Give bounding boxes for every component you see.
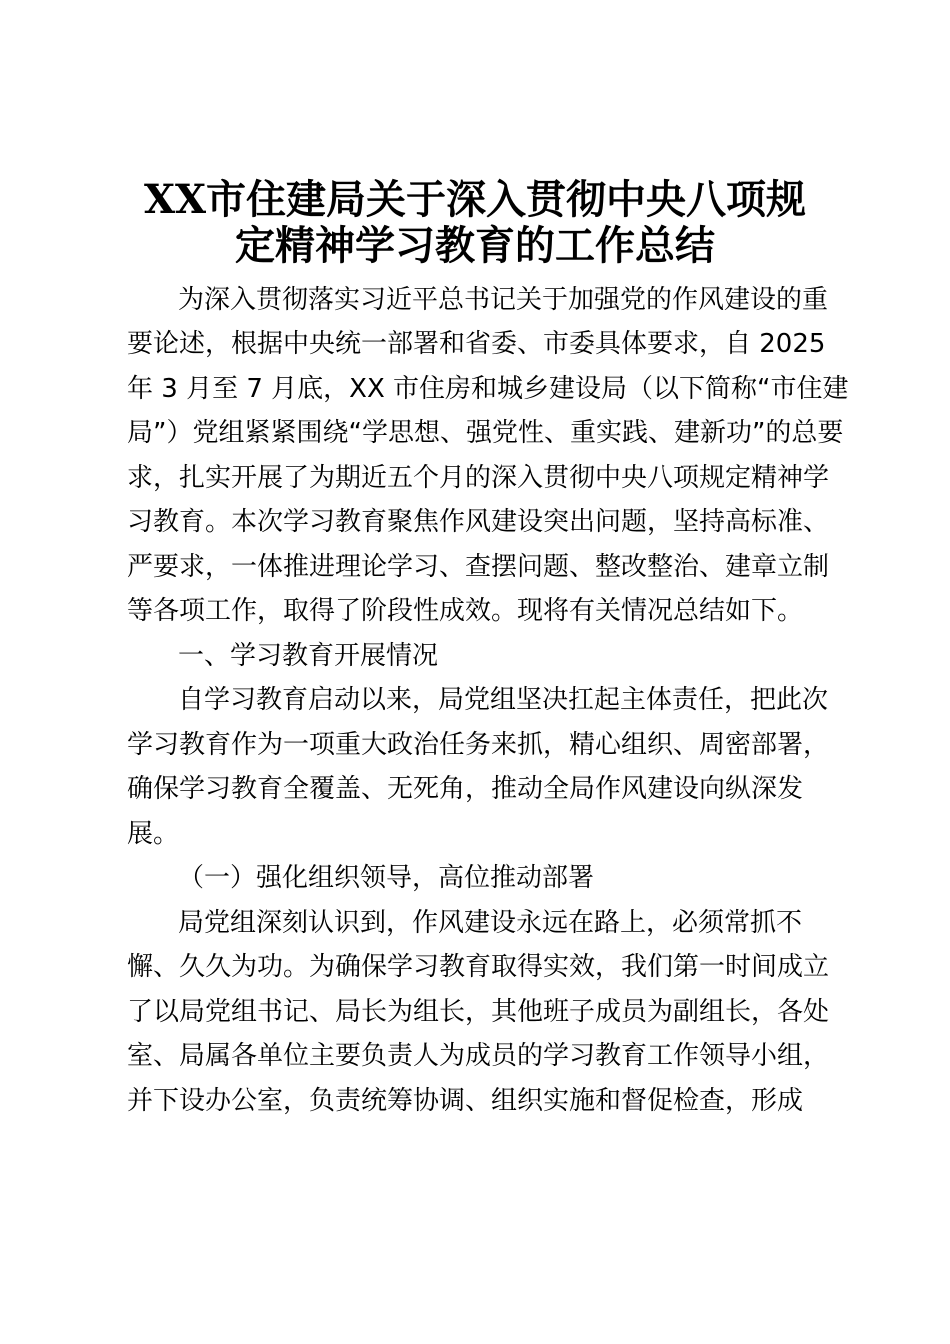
subsection-heading: （一）强化组织领导，高位推动部署	[178, 863, 595, 893]
body-line: 学习教育作为一项重大政治任务来抓，精心组织、周密部署，	[127, 730, 830, 760]
body-line: 展。	[127, 819, 180, 849]
body-line: 等各项工作，取得了阶段性成效。现将有关情况总结如下。	[127, 596, 804, 626]
body-line: 局党组深刻认识到，作风建设永远在路上，必须常抓不	[178, 908, 803, 938]
body-line: 严要求，一体推进理论学习、查摆问题、整改整治、建章立制	[127, 552, 830, 582]
document-title-line-2: 定精神学习教育的工作总结	[235, 222, 715, 269]
body-line: 自学习教育启动以来，局党组坚决扛起主体责任，把此次	[178, 685, 829, 715]
body-line: 并下设办公室，负责统筹协调、组织实施和督促检查，形成	[127, 1086, 804, 1116]
body-line: 室、局属各单位主要负责人为成员的学习教育工作领导小组，	[127, 1041, 830, 1071]
document-title-line-1: XX市住建局关于深入贯彻中央八项规	[143, 176, 807, 223]
body-line: 确保学习教育全覆盖、无死角，推动全局作风建设向纵深发	[127, 774, 804, 804]
section-heading: 一、学习教育开展情况	[178, 641, 439, 671]
body-line: 年 3 月至 7 月底，XX 市住房和城乡建设局（以下简称“市住建	[127, 374, 849, 404]
body-line: 局”）党组紧紧围绕“学思想、强党性、重实践、建新功”的总要	[127, 418, 844, 448]
body-line: 懈、久久为功。为确保学习教育取得实效，我们第一时间成立	[127, 952, 830, 982]
body-line: 要论述，根据中央统一部署和省委、市委具体要求，自 2025	[127, 329, 826, 359]
body-line: 习教育。本次学习教育聚焦作风建设突出问题，坚持高标准、	[127, 507, 830, 537]
body-line: 求，扎实开展了为期近五个月的深入贯彻中央八项规定精神学	[127, 463, 830, 493]
body-line: 了以局党组书记、局长为组长，其他班子成员为副组长，各处	[127, 997, 830, 1027]
body-line: 为深入贯彻落实习近平总书记关于加强党的作风建设的重	[178, 285, 829, 315]
